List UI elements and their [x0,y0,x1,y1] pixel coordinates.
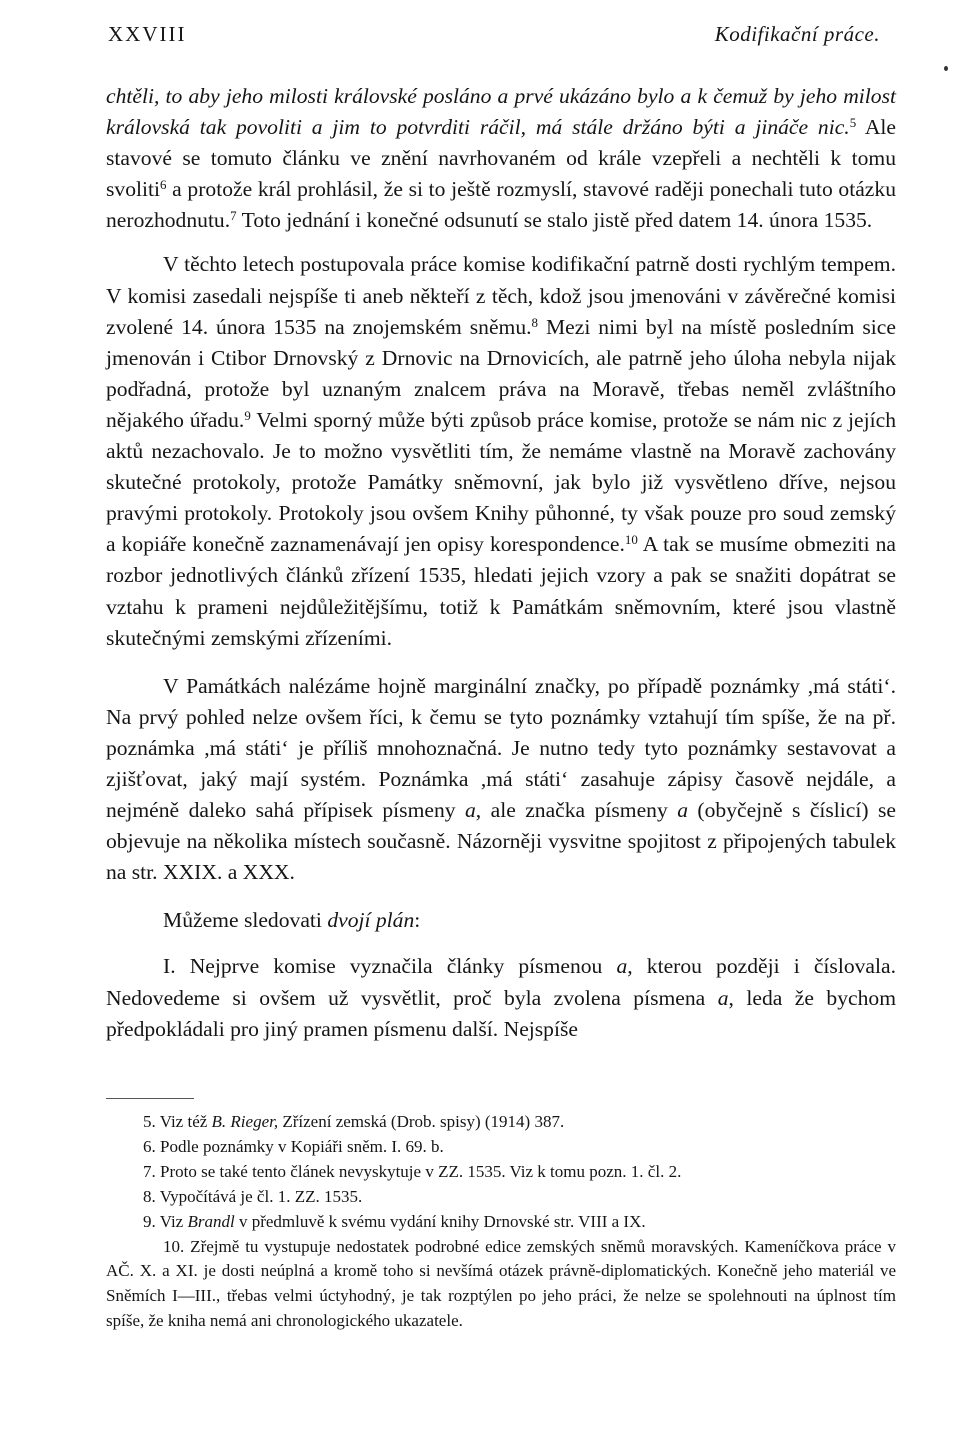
text-run: , kterou později i číslovala. Nedovedeme si ovšem už vysvětlit, proč byla zvolena písmena [106,954,896,1010]
footnote-ref-6: 6 [160,177,167,193]
italic-letter: a [677,798,688,823]
italic-letter: a [717,985,729,1010]
footnote-7 [106,1160,896,1185]
text-run: 8. Vypočítává je čl. 1. ZZ. 1535. [143,1186,363,1206]
footnote-ref-9: 9 [244,407,251,423]
text-run: 7. Proto se také tento článek nevyskytuje v ZZ. 1535. Viz k tomu pozn. 1. čl. 2. [143,1161,682,1181]
text-run: Ale stavové se tomuto článku ve znění navrhovaném od krále vzepřeli a nechtěli k tomu svoliti [106,115,896,202]
footnotes [106,1110,896,1334]
text-run: Toto jednání i konečné odsunutí se stalo jistě před datem 14. února 1535. [236,208,873,233]
footnote-10 [106,1235,896,1335]
text-run: I. Nejprve komise vyznačila články písmenou [163,954,617,979]
paragraph-1 [106,81,896,236]
footnote-ref-7: 7 [230,208,237,224]
paragraph-5 [106,951,896,1044]
text-run: Zřízení zemská (Drob. spisy) (1914) 387. [278,1112,565,1131]
text-run: Mezi nimi byl na místě posledním sice jmenován i Ctibor Drnovský z Drnovic na Drnovicích, ale patrně jeho úloha nebyla nijak podřadná, protože byl uznaným znalcem práva na Moravě, třebas neměl zvláštního nějakého úřadu. [106,314,896,432]
paragraph-3 [106,671,896,889]
text-run: 5. Viz též [143,1112,212,1131]
footnote-ref-8: 8 [531,314,539,330]
text-run: 6. Podle poznámky v Kopiáři sněm. I. 69. b. [143,1136,444,1156]
page-number-roman: XXVIII [108,22,187,46]
italic-author: Brandl [187,1211,235,1231]
text-run: v předmluvě k svému vydání knihy Drnovské str. VIII a IX. [234,1211,646,1231]
footnote-ref-10: 10 [624,532,638,548]
print-speck [944,66,948,71]
page-header [108,22,880,52]
footnote-5 [106,1110,896,1135]
italic-letter: a [616,954,628,979]
footnote-9 [106,1210,896,1235]
text-run: Velmi sporný může býti způsob práce komise, protože se nám nic z jejích aktů nezachovalo. Je to možno vysvětliti tím, že nemáme vlastně na Moravě zachovány skutečné protokoly, protože Památky sněmovní, jak bylo již vysvětleno dříve, nejsou pravými protokoly. Protokoly jsou ovšem Knihy půhonné, ty však pouze pro soud zemský a kopiáře konečně zaznamenávají jen opisy korespondence. [106,407,897,557]
paragraph-4 [106,905,896,936]
text-run: A tak se musíme obmeziti na rozbor jednotlivých článků zřízení 1535, hledati jejich vzory a pak se snažiti dopátrat se vztahu k prameni nejdůležitějšímu, totiž k Památkám sněmovním, které jsou vlastně skutečnými zemskými zřízeními. [106,532,896,650]
footnote-ref-5: 5 [849,114,857,130]
text-run: 9. Viz [143,1211,188,1231]
text-run: : [414,908,421,933]
text-run: Můžeme sledovati [163,908,328,933]
text-run: 10. Zřejmě tu vystupuje nedostatek podrobné edice zemských sněmů moravských. Kameníčkova práce v AČ. X. a XI. je dosti neúplná a kromě toho si nevšímá otázek právně-diplomatických. Konečně jeho materiál ve Sněmích I—III., třebas velmi úctyhodný, je tak rozptýlen po jeho práci, že nelze se spolehnouti na úplnost tím spíše, že kniha nemá ani chronologického ukazatele. [106,1236,896,1331]
text-run: , leda že bychom předpokládali pro jiný pramen písmenu další. Nejspíše [106,985,896,1041]
italic-letter: a [464,798,476,823]
running-title: Kodifikační práce. [714,22,880,46]
italic-term: dvojí plán [327,908,415,933]
text-run: V těchto letech postupovala práce komise kodifikační patrně dosti rychlým tempem. V komisi zasedali nejspíše ti aneb někteří z těch, kdož jsou jmenováni v závěrečné komisi zvolené 14. února 1535 na znojemském sněmu. [106,252,896,339]
paragraph-2 [106,249,896,653]
text-run: V Památkách nalézáme hojně marginální značky, po případě poznámky ,má státi‘. Na prvý pohled nelze ovšem říci, k čemu se tyto poznámky vztahují tím spíše, že na př. poznámka ,má státi‘ je příliš mnohoznačná. Je nutno tedy tyto poznámky sestavovat a zjišťovat, jaký mají systém. Poznámka ,má státi‘ zasahuje zápisy časově nejdále, a nejméně daleko sahá přípisek písmeny [106,673,896,823]
footnote-6 [106,1135,896,1160]
footnote-8 [106,1185,896,1210]
italic-author: B. Rieger, [211,1112,279,1131]
text-run: (obyčejně s číslicí) se objevuje na několika místech současně. Názorněji vysvitne spojitost z připojených tabulek na str. XXIX. a XXX. [106,798,896,885]
italic-quote: chtěli, to aby jeho milosti královské posláno a prvé ukázáno bylo a k čemuž by jeho milost královská tak povoliti a jim to potvrditi ráčil, má stále držáno býti a jináče nic. [106,84,896,140]
text-run: , ale značka písmeny [475,798,678,823]
main-text [106,81,896,1045]
footnote-separator [106,1098,194,1099]
text-run: a protože král prohlásil, že si to ještě rozmyslí, stavové raději ponechali tuto otázku nerozhodnutu. [106,177,896,233]
